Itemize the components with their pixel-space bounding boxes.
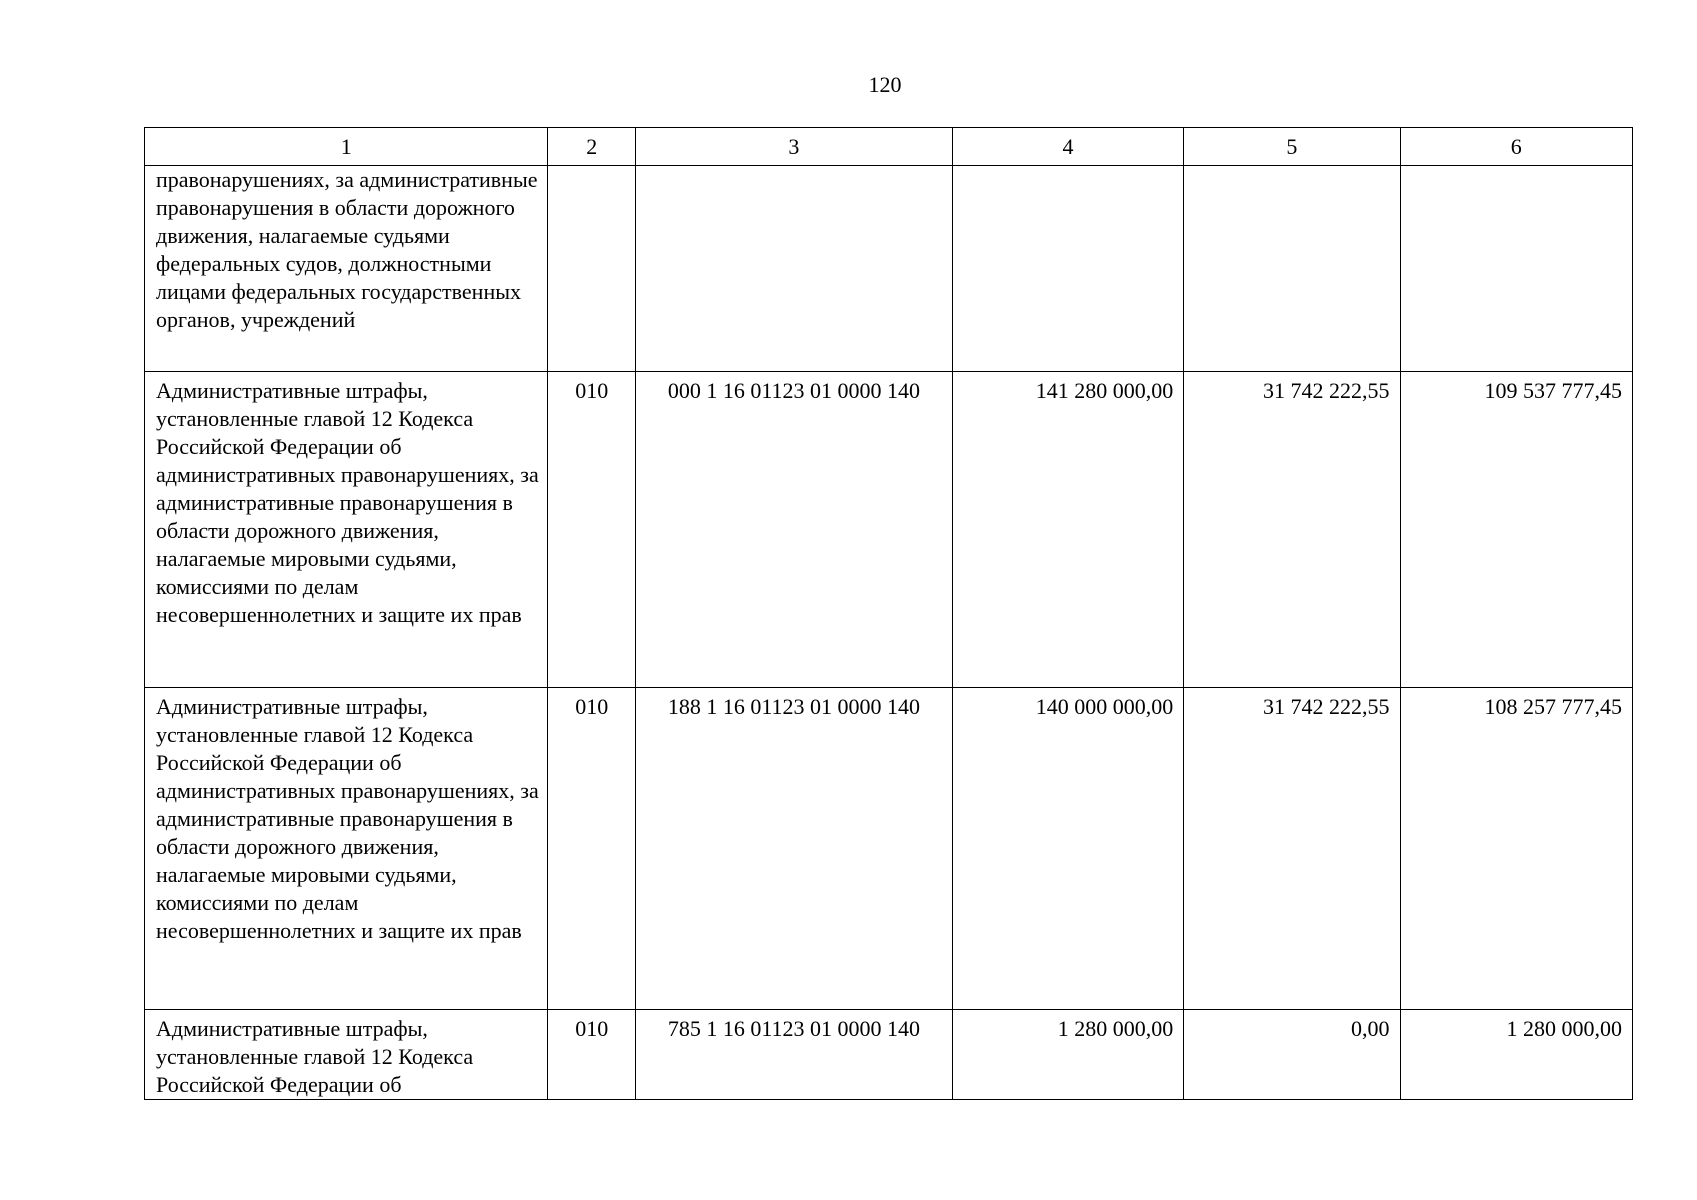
row-name-cell: правонарушениях, за административные правонарушения в области дорожного движения, налагаемые судьями федеральных судов, должностными лицами федеральных государственных органов, учреждений — [145, 166, 548, 372]
column-header-1: 1 — [145, 128, 548, 166]
row-executed-cell: 31 742 222,55 — [1184, 372, 1400, 688]
column-header-4: 4 — [952, 128, 1183, 166]
row-unexecuted-cell: 1 280 000,00 — [1400, 1010, 1632, 1100]
row-name-cell: Административные штрафы, установленные главой 12 Кодекса Российской Федерации об административных правонарушениях, за административные правонарушения в области дорожного движения, налагаемые мировыми судьями, комиссиями по делам несовершеннолетних и защите их прав — [145, 372, 548, 688]
row-kbk-cell: 000 1 16 01123 01 0000 140 — [635, 372, 952, 688]
row-code-cell: 010 — [548, 688, 636, 1010]
row-executed-cell: 0,00 — [1184, 1010, 1400, 1100]
row-kbk-cell: 785 1 16 01123 01 0000 140 — [635, 1010, 952, 1100]
row-executed-cell: 31 742 222,55 — [1184, 688, 1400, 1010]
table-row — [145, 688, 1633, 1010]
row-approved-cell — [952, 166, 1183, 372]
row-approved-cell: 1 280 000,00 — [952, 1010, 1183, 1100]
column-header-3: 3 — [635, 128, 952, 166]
column-header-6: 6 — [1400, 128, 1632, 166]
row-kbk-cell: 188 1 16 01123 01 0000 140 — [635, 688, 952, 1010]
table-row — [145, 372, 1633, 688]
row-executed-cell — [1184, 166, 1400, 372]
table-row — [145, 1010, 1633, 1100]
column-header-5: 5 — [1184, 128, 1400, 166]
header-row — [145, 128, 1633, 166]
page-number: 120 — [868, 72, 902, 97]
row-code-cell: 010 — [548, 372, 636, 688]
row-unexecuted-cell: 108 257 777,45 — [1400, 688, 1632, 1010]
row-name-cell: Административные штрафы, установленные главой 12 Кодекса Российской Федерации об административных правонарушениях, за административные правонарушения в области дорожного движения, налагаемые мировыми судьями, комиссиями по делам несовершеннолетних и защите их прав — [145, 688, 548, 1010]
row-code-cell: 010 — [548, 1010, 636, 1100]
row-approved-cell: 141 280 000,00 — [952, 372, 1183, 688]
row-name-cell: Административные штрафы, установленные главой 12 Кодекса Российской Федерации об — [145, 1010, 548, 1100]
table-row — [145, 166, 1633, 372]
row-kbk-cell — [635, 166, 952, 372]
row-unexecuted-cell — [1400, 166, 1632, 372]
row-approved-cell: 140 000 000,00 — [952, 688, 1183, 1010]
row-unexecuted-cell: 109 537 777,45 — [1400, 372, 1632, 688]
column-header-2: 2 — [548, 128, 636, 166]
budget-table — [144, 127, 1633, 1100]
row-code-cell — [548, 166, 636, 372]
